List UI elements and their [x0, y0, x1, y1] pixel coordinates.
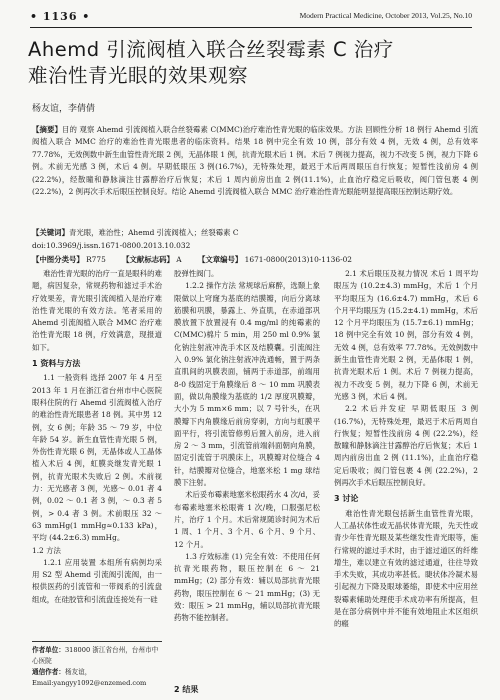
page-number: • 1136 •: [30, 10, 91, 23]
col2-continuation: 胶弹性阀门。: [174, 269, 219, 278]
section-2-1: 2.1 术后眼压及视力情况 术后 1 周平均眼压为 (10.2±4.3) mmHg，术后 1 个月平均眼压为 (16.6±4.7) mmHg，术后 6 个月平均眼压为 (15.2±4.1) mmHg，术后 12 个月平均眼压为 (15.7±6.1) mmHg；18 例中完全有效 10 例，部分有效 4 例，无效 4 例，总有效率 77.78%。无效例数中新生血管性青光眼 2 例，无晶体眼 1 例，抗青光眼术后 1 例。术后 7 例视力提高，视力不改变 5 例，视力下降 6 例，术前无光感 3 例，术后 4 例。: [334, 269, 478, 401]
article-no-label: 【文章编号】: [197, 255, 243, 264]
section-2-heading: 2 结果: [174, 685, 199, 694]
keywords-label: 【关键词】: [32, 228, 69, 237]
intro-paragraph: 难治性青光眼的治疗一直是眼科的难题，病因复杂，常规药物和滤过手术治疗效果差，青光眼引流阀植入是治疗难治性青光眼的有效方法。笔者采用的 Ahemd 引流阀植入联合 MMC 治疗难治性青光眼 18 例，疗效满意，现报道如下。: [32, 269, 162, 352]
footnote-contact-label: 通信作者：: [32, 668, 65, 676]
column-2: [174, 268, 320, 625]
header-rule: [30, 27, 472, 28]
article-title-line2: 难治性青光眼的效果观察: [28, 64, 249, 87]
section-1-2-1: 1.2.1 应用装置 本组所有病例均采用 S2 型 Ahemd 引流阀引流阀，由一根供医药的引流管和一带阀系的引流盘组成，在硅胶管和引流盘连接处有一硅: [32, 557, 162, 604]
discussion-paragraph: 难治性青光眼包括新生血管性青光眼，人工晶状体性或无晶状体青光眼，先天性或青少年性青光眼及某些继发性青光眼等，施行常规的滤过手术时，由于滤过道区的纤维增生，难以建立有效的滤过通道，往往导致手术失败，其成功率甚低。睫状体冷凝术易引起视力下降及眼球萎缩，即使术中应用丝裂霉素辅助处理使手术成功率有所提高，但是在部分病例中并不能有效地阻止术区组织的瘢: [334, 508, 478, 629]
abstract-text: 目的 观察 Ahemd 引流阀植入联合丝裂霉素 C(MMC)治疗难治性青光眼的临床效果。方法 回顾性分析 18 例行 Ahemd 引流阀植入联合 MMC 治疗的难治性青光眼患者的临床资料。结果 18 例中完全有效 10 例，部分有效 4 例，无效 4 例，总有效率 77.78%，无效例数中新生血管性青光眼 2 例，无晶体眼 1 例，抗青光眼术后 1 例。术后 7 例视力提高，视力不改变 5 例，视力下降 6 例。术前无光感 3 例，术后 4 例。早期低眼压 3 例(16.7%)，无特殊处理，最迟于术后两周眼压自行恢复；短暂性浅前房 4 例(22.2%)，经散瞳和静脉滴注甘露醇治疗后恢复；术后 1 周内前房出血 2 例(11.1%)，止血治疗稳定后吸收，阀门管包裹 4 例(22.2%)，2 例再次手术后眼压控制良好。结论 Ahemd 引流阀植入联合 MMC 治疗难治性青光眼能明显提高眼压控制达期疗效。: [32, 125, 478, 197]
column-1: [32, 268, 162, 606]
doi: doi:10.3969/j.issn.1671-0800.2013.10.032: [32, 241, 191, 250]
running-header: [30, 10, 472, 26]
article-no-value: 1671-0800(2013)10-1136-02: [244, 255, 352, 264]
article-title-line1: Ahemd 引流阀植入联合丝裂霉素 C 治疗: [28, 38, 394, 61]
section-1-1: 1.1 一般资料 选择 2007 年 4 月至 2013 年 1 月在浙江省台州市中心医院眼科住院的行 Ahemd 引流阀植入治疗的难治性青光眼患者 18 例。其中男 12 例，女 6 例；年龄 35 ～ 79 岁，中位年龄 54 岁。新生血管性青光眼 5 例，外伤性青光眼 6 例，无晶体或人工晶体植入术后 4 例，虹膜炎继发青光眼 1 例，抗青光眼术失败后 2 例。术前视力：无光感者 3 例，光感～ 0.01 者 4 例，0.02 ～ 0.1 者 3 例，～ 0.3 者 5 例，> 0.4 者 3 例。术前眼压 32 ～ 63 mmHg(1 mmHg≈0.133 kPa)，平均 (44.2±6.3) mmHg。: [32, 373, 162, 543]
section-1-3: 1.3 疗效标准 (1) 完全有效：不使用任何抗青光眼药物，眼压控制在 6 ～ 21 mmHg；(2) 部分有效：辅以局部抗青光眼药物，眼压控制在 6 ～ 21 mmHg；(3) 无效：眼压 > 21 mmHg，辅以局部抗青光眼药物不能控制者。: [174, 551, 320, 623]
footnote-contact: 杨友谊，Email:yangyy1092@enzemed.com: [32, 668, 147, 687]
keywords: [32, 227, 239, 238]
footnote-unit-label: 作者单位：: [32, 646, 65, 654]
section-1-heading: 1 资料与方法: [32, 359, 81, 369]
footnote: [32, 641, 162, 689]
keywords-text: 青光眼，难治性；Ahemd 引流阀植入；丝裂霉素 C: [68, 228, 239, 237]
clc-value: R775: [86, 255, 106, 264]
footnote-unit: 318000 浙江省台州，台州市中心医院: [32, 646, 159, 665]
classification: [32, 254, 366, 265]
code-label: 【文献标志码】: [122, 255, 174, 264]
column-3: [334, 268, 478, 631]
authors: 杨友谊，李倩倩: [32, 104, 96, 114]
code-value: A: [176, 255, 182, 264]
postop-paragraph: 术后妥布霉素地塞米松眼药水 4 次/d，妥布霉素地塞米松眼膏 1 次/晚，口服强尼松片，治疗 1 个月。术后常规随诊时间为术后 1 周、1 个月、3 个月、6 个月、9 个月、12 个月。: [174, 490, 320, 549]
abstract: [32, 124, 478, 198]
journal-citation: Modern Practical Medicine, October 2013, Vol.25, No.10: [299, 11, 472, 20]
section-2-2: 2.2 术后并发症 早期低眼压 3 例 (16.7%)，无特殊处理，最迟于术后两周自行恢复；短暂性浅前房 4 例 (22.2%)，经散瞳和静脉滴注甘露醇治疗后恢复；术后 1 周内前房出血 2 例 (11.1%)，止血治疗稳定后吸收；阀门管包裹 4 例 (22.2%)，2 例再次手术后眼压控制良好。: [334, 404, 478, 488]
section-1-2-2: 1.2.2 操作方法 常规球后麻醉，选颞上象限做以上穹窿为基底的结膜瓣，向后分离球筋膜和巩膜，暴露上、外直肌，在赤道部巩膜放置下放置浸有 0.4 mg/ml 的纯霉素的 C(MMC)棉片 5 min，用 250 ml 0.9% 氯化钠注射液冲洗手术区及结膜囊。引流阀注入 0.9% 氯化钠注射液冲洗通畅，置于两条直肌间的巩膜表面，铺两于赤道部，前端用 8-0 线固定于角膜缘后 8 ～ 10 mm 巩膜表面，做以角膜缘为基底的 1/2 厚度巩膜瓣，大小为 5 mm×6 mm；以 7 号针头，在巩膜瓣下内角膜缘后前房穿刺，方向与虹膜平面平行，将引流管修剪后置入前房，进入前房 2 ～ 3 mm，引流管前端斜面朝向角膜，固定引流管于巩膜床上，巩膜瓣对位缝合 4 针，结膜瓣对位缝合，地塞米松 1 mg 球结膜下注射。: [174, 281, 320, 488]
clc-label: 【中图分类号】: [32, 255, 84, 264]
section-3-heading: 3 讨论: [334, 494, 359, 504]
abstract-label: 【摘要】: [32, 125, 62, 134]
section-1-2-heading: 1.2 方法: [32, 545, 61, 555]
